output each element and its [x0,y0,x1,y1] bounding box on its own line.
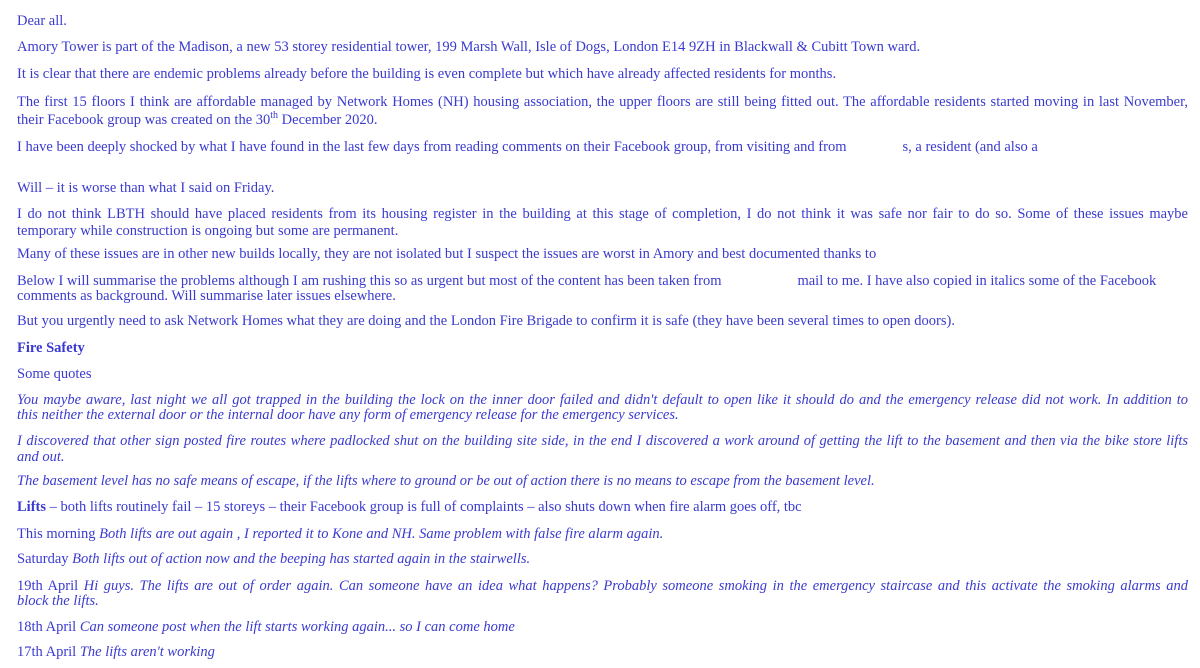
entry-saturday [17,550,1188,569]
quote-padlocked-line-2: and out. [17,449,65,465]
paragraph-below-line-2: comments as background. Will summarise later issues elsewhere. [17,288,396,304]
paragraph-location: Amory Tower is part of the Madison, a new 53 storey residential tower, 199 Marsh Wall, Isle of Dogs, London E14 9ZH in Blackwall & Cubitt Town ward. [17,39,921,55]
quote-padlocked-line-1: I discovered that other sign posted fire routes where padlocked shut on the building site side, in the end I discovered a work around of getting the lift to the basement and then via the bike store lifts [17,433,1188,449]
ordinal-suffix: th [270,110,279,121]
paragraph-shocked [17,138,1188,157]
greeting: Dear all. [17,13,67,29]
paragraph-will: Will – it is worse than what I said on Friday. [17,180,275,196]
quote-trapped-line-1: You maybe aware, last night we all got trapped in the building the lock on the inner door failed and didn't default to open like it should do and the emergency release did not work. In addition to [17,392,1188,408]
paragraph-urgent: But you urgently need to ask Network Homes what they are doing and the London Fire Brigade to confirm it is safe (they have been several times to open doors). [17,313,955,329]
paragraph-lbth-line-2: temporary while construction is ongoing but some are permanent. [17,223,399,239]
entry-this-morning [17,525,1188,544]
entry-quote: Both lifts are out again , I reported it to Kone and NH. Same problem with false fire alarm again. [99,526,664,542]
entry-quote: The lifts aren't working [79,644,215,660]
below-text: Below I will summarise the problems although I am rushing this so as urgent but most of the content has been taken from [17,273,722,289]
entry-quote: Both lifts out of action now and the beeping has started again in the stairwells. [72,551,531,567]
entry-date-label: Saturday [17,551,73,567]
lifts-label: Lifts [17,499,46,515]
paragraph-floors-line-2 [17,111,1188,130]
paragraph-floors-line-1: The first 15 floors I think are affordable managed by Network Homes (NH) housing association, the upper floors are still being fitted out. The affordable residents started moving in last November, [17,94,1188,110]
entry-date-label: This morning [17,526,100,542]
entry-19th-april-line-2: block the lifts. [17,593,99,609]
entry-date-label: 17th April [17,644,80,660]
shocked-text: I have been deeply shocked by what I have found in the last few days from reading comments on their Facebook group, from visiting and from [17,139,847,155]
entry-17th-april [17,643,1188,662]
floors-date-text: their Facebook group was created on the 30 [17,112,271,128]
entry-date-label: 18th April [17,619,80,635]
entry-quote: Hi guys. The lifts are out of order again. Can someone have an idea what happens? Probably someone smoking in the emergency staircase and this activate the smoking alarms and [83,578,1188,594]
below-text-end: mail to me. I have also copied in italics some of the Facebook [797,273,1157,289]
some-quotes-label: Some quotes [17,366,92,382]
paragraph-lbth-line-1: I do not think LBTH should have placed residents from its housing register in the building at this stage of completion, I do not think it was safe nor fair to do so. Some of these issues maybe [17,206,1188,222]
lifts-paragraph [17,498,1188,517]
quote-trapped-line-2: this neither the external door or the internal door have any form of emergency release for the emergency services. [17,407,679,423]
entry-date-label: 19th April [17,578,84,594]
shocked-text-end: s, a resident (and also a [902,139,1038,155]
quote-basement: The basement level has no safe means of escape, if the lifts where to ground or be out of action there is no means to escape from the basement level. [17,473,875,489]
lifts-text: – both lifts routinely fail – 15 storeys – their Facebook group is full of complaints – also shuts down when fire alarm goes off, tbc [46,499,802,515]
floors-date-text-end: December 2020. [278,112,378,128]
paragraph-many-issues: Many of these issues are in other new builds locally, they are not isolated but I suspect the issues are worst in Amory and best documented thanks to [17,246,877,262]
entry-quote: Can someone post when the lift starts working again... so I can come home [79,619,515,635]
fire-safety-heading: Fire Safety [17,340,85,356]
paragraph-endemic: It is clear that there are endemic problems already before the building is even complete but which have already affected residents for months. [17,66,837,82]
entry-18th-april [17,618,1188,637]
